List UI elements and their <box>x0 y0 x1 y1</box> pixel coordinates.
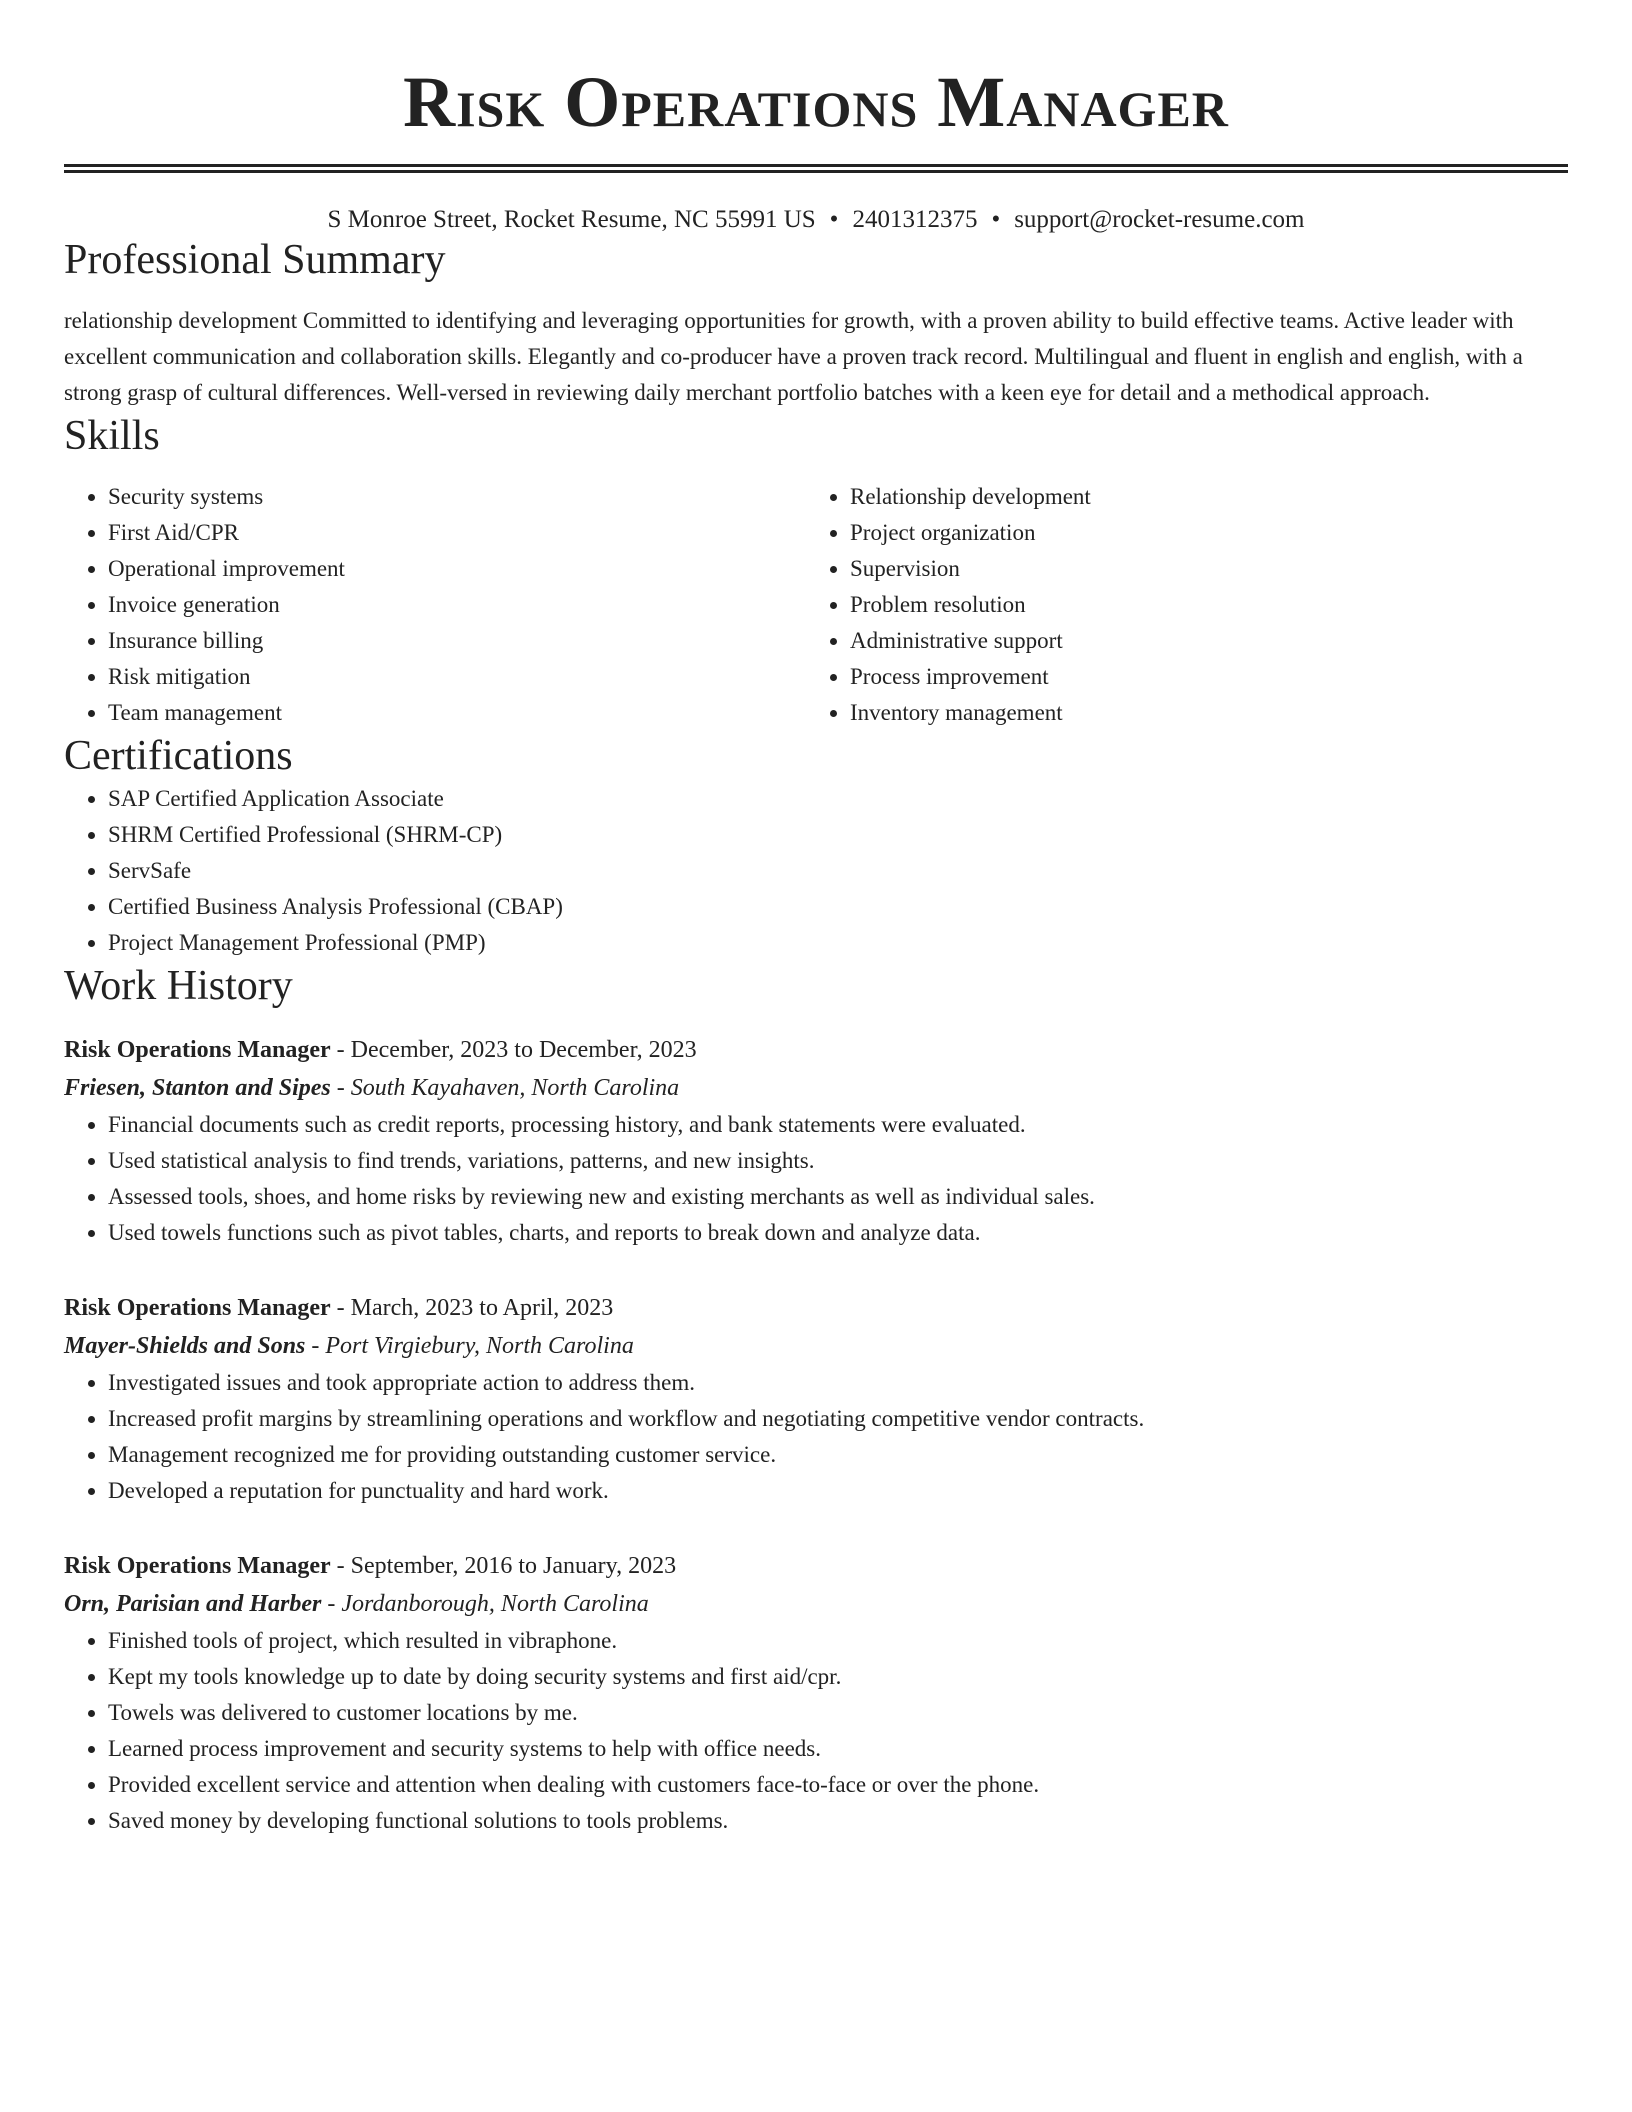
certification-item: • ServSafe <box>108 853 1568 889</box>
job-duty: • Financial documents such as credit reports, processing history, and bank statements were evaluated. <box>108 1107 1568 1143</box>
job-role: Risk Operations Manager <box>64 1037 331 1063</box>
certifications-heading: Certifications <box>64 733 293 779</box>
certifications-list <box>64 781 1568 961</box>
job-employer <box>64 1069 1568 1107</box>
job-entry <box>64 1031 1568 1251</box>
skill-item: • Administrative support <box>850 623 1548 659</box>
job-dates: - September, 2016 to January, 2023 <box>330 1553 677 1579</box>
job-duty: • Used towels functions such as pivot tables, charts, and reports to break down and analyze data. <box>108 1215 1568 1251</box>
skill-item: • Relationship development <box>850 479 1548 515</box>
skill-item: • Problem resolution <box>850 587 1548 623</box>
job-duty: • Learned process improvement and security systems to help with office needs. <box>108 1731 1568 1767</box>
job-employer <box>64 1327 1568 1365</box>
job-duty: • Kept my tools knowledge up to date by doing security systems and first aid/cpr. <box>108 1659 1568 1695</box>
job-duties-list <box>64 1365 1568 1509</box>
contact-line <box>64 205 1568 235</box>
summary-text: relationship development Committed to identifying and leveraging opportunities for growth, with a proven ability to build effective teams. Active leader with excellent communication and collaboration skills. Elegantly and co-producer have a proven track record. Multilingual and fluent in english and english, with a strong grasp of cultural differences. Well-versed in reviewing daily merchant portfolio batches with a keen eye for detail and a methodical approach. <box>64 308 1523 405</box>
skills-list-right <box>806 479 1548 731</box>
job-duties-list <box>64 1623 1568 1839</box>
job-duty: • Management recognized me for providing outstanding customer service. <box>108 1437 1568 1473</box>
contact-phone: 2401312375 <box>852 206 978 233</box>
job-role: Risk Operations Manager <box>64 1295 331 1321</box>
skills-column-right <box>806 479 1548 731</box>
skill-item: • Insurance billing <box>108 623 806 659</box>
job-duty: • Investigated issues and took appropriate action to address them. <box>108 1365 1568 1401</box>
certification-item: • SHRM Certified Professional (SHRM-CP) <box>108 817 1568 853</box>
skill-item: • Security systems <box>108 479 806 515</box>
resume-title: Risk Operations Manager <box>403 62 1229 142</box>
job-duties-list <box>64 1107 1568 1251</box>
skill-item: • Supervision <box>850 551 1548 587</box>
skill-item: • Operational improvement <box>108 551 806 587</box>
work-history-heading: Work History <box>64 963 293 1009</box>
skill-item: • Project organization <box>850 515 1548 551</box>
certification-item: • SAP Certified Application Associate <box>108 781 1568 817</box>
skill-item: • Invoice generation <box>108 587 806 623</box>
job-entry <box>64 1547 1568 1839</box>
skill-item: • First Aid/CPR <box>108 515 806 551</box>
job-duty: • Towels was delivered to customer locations by me. <box>108 1695 1568 1731</box>
skills-list-left <box>64 479 806 731</box>
job-employer <box>64 1585 1568 1623</box>
job-header <box>64 1031 1568 1069</box>
job-duty: • Increased profit margins by streamlining operations and workflow and negotiating competitive vendor contracts. <box>108 1401 1568 1437</box>
job-role: Risk Operations Manager <box>64 1553 331 1579</box>
skills-column-left <box>64 479 806 731</box>
skill-item: • Risk mitigation <box>108 659 806 695</box>
job-entry <box>64 1289 1568 1509</box>
job-duty: • Assessed tools, shoes, and home risks by reviewing new and existing merchants as well as individual sales. <box>108 1179 1568 1215</box>
skill-item: • Team management <box>108 695 806 731</box>
job-company: Friesen, Stanton and Sipes <box>64 1075 331 1101</box>
job-location: - Port Virgiebury, North Carolina <box>305 1333 634 1359</box>
job-duty: • Provided excellent service and attention when dealing with customers face-to-face or over the phone. <box>108 1767 1568 1803</box>
job-dates: - March, 2023 to April, 2023 <box>330 1295 614 1321</box>
job-duty: • Finished tools of project, which resulted in vibraphone. <box>108 1623 1568 1659</box>
contact-email: support@rocket-resume.com <box>1014 206 1305 233</box>
job-company: Orn, Parisian and Harber <box>64 1591 322 1617</box>
job-location: - South Kayahaven, North Carolina <box>330 1075 680 1101</box>
job-duty: • Used statistical analysis to find trends, variations, patterns, and new insights. <box>108 1143 1568 1179</box>
skill-item: • Process improvement <box>850 659 1548 695</box>
skills-heading: Skills <box>64 413 160 459</box>
contact-separator: • <box>991 206 1001 233</box>
skills-grid <box>64 479 1568 731</box>
job-company: Mayer-Shields and Sons <box>64 1333 306 1359</box>
job-dates: - December, 2023 to December, 2023 <box>330 1037 697 1063</box>
certification-item: • Certified Business Analysis Professional (CBAP) <box>108 889 1568 925</box>
skill-item: • Inventory management <box>850 695 1548 731</box>
job-location: - Jordanborough, North Carolina <box>321 1591 649 1617</box>
summary-heading: Professional Summary <box>64 237 446 283</box>
contact-address: S Monroe Street, Rocket Resume, NC 55991 US <box>327 206 816 233</box>
job-header <box>64 1289 1568 1327</box>
job-duty: • Saved money by developing functional solutions to tools problems. <box>108 1803 1568 1839</box>
certification-item: • Project Management Professional (PMP) <box>108 925 1568 961</box>
contact-separator: • <box>829 206 839 233</box>
title-divider <box>64 164 1568 173</box>
resume-page <box>64 0 1568 1839</box>
job-header <box>64 1547 1568 1585</box>
job-duty: • Developed a reputation for punctuality and hard work. <box>108 1473 1568 1509</box>
